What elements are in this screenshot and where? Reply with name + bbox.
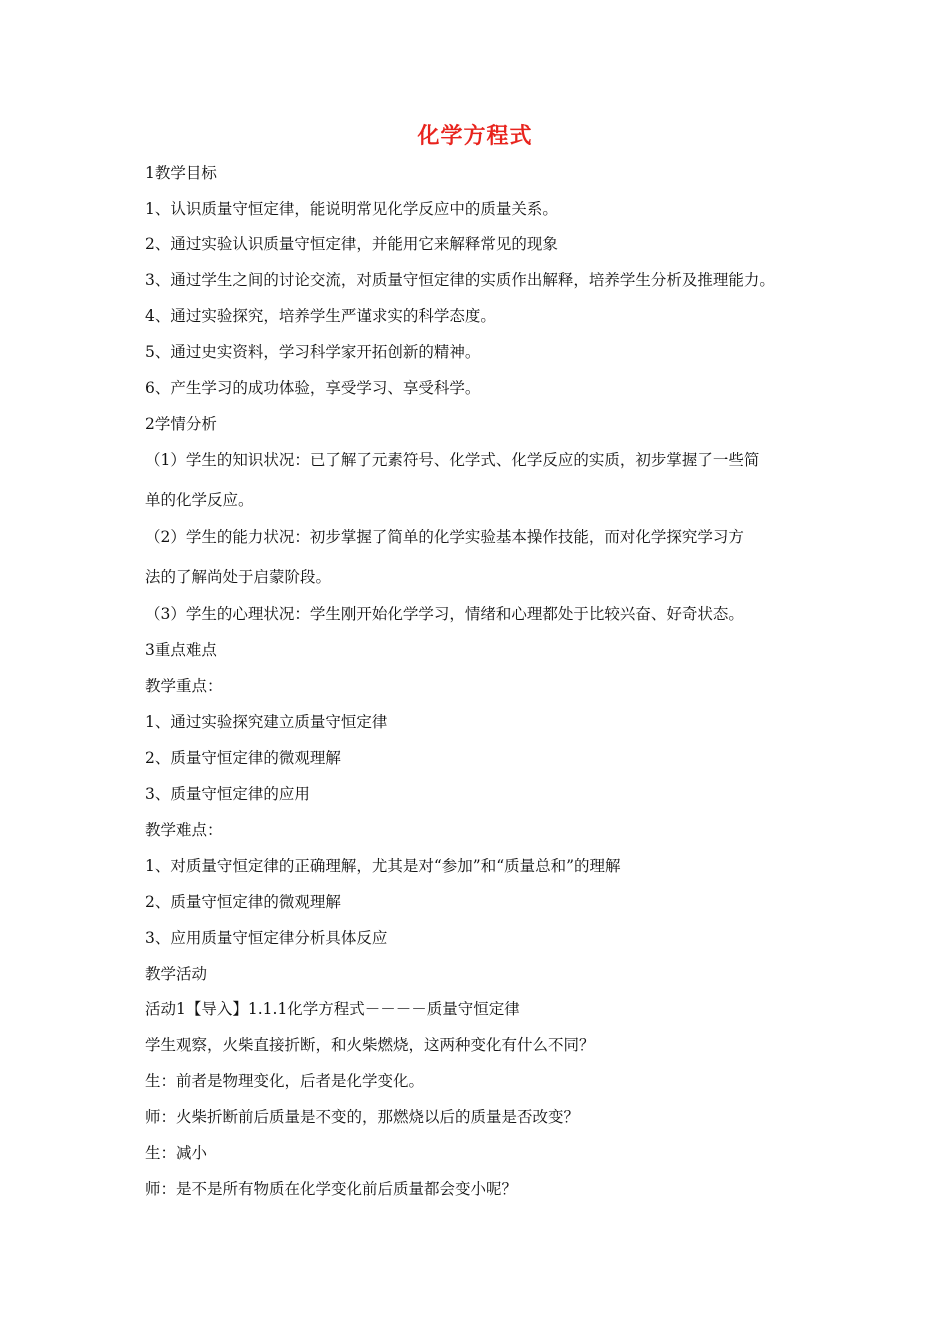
key-point-item: 3、质量守恒定律的应用 (145, 785, 310, 803)
analysis-paragraph: （3）学生的心理状况：学生刚开始化学学习，情绪和心理都处于比较兴奋、好奇状态。 (145, 605, 744, 623)
dialogue-line: 师：是不是所有物质在化学变化前后质量都会变小呢？ (145, 1180, 518, 1198)
analysis-paragraph-continued: 法的了解尚处于启蒙阶段。 (145, 568, 332, 586)
analysis-paragraph: （1）学生的知识状况：已了解了元素符号、化学式、化学反应的实质，初步掌握了一些简 (145, 451, 760, 469)
objective-item: 2、通过实验认识质量守恒定律，并能用它来解释常见的现象 (145, 235, 558, 253)
section-heading-analysis: 2学情分析 (145, 415, 217, 433)
dialogue-line: 生：前者是物理变化，后者是化学变化。 (145, 1072, 425, 1090)
subheading-difficulties: 教学难点： (145, 821, 223, 839)
objective-item: 6、产生学习的成功体验，享受学习、享受科学。 (145, 379, 481, 397)
analysis-paragraph: （2）学生的能力状况：初步掌握了简单的化学实验基本操作技能，而对化学探究学习方 (145, 528, 744, 546)
objective-item: 1、认识质量守恒定律，能说明常见化学反应中的质量关系。 (145, 200, 558, 218)
analysis-paragraph-continued: 单的化学反应。 (145, 491, 254, 509)
dialogue-line: 生：减小 (145, 1144, 208, 1162)
difficulty-item: 2、质量守恒定律的微观理解 (145, 893, 341, 911)
document-title: 化学方程式 (417, 124, 533, 149)
objective-item: 5、通过史实资料，学习科学家开拓创新的精神。 (145, 343, 481, 361)
activity-heading: 活动1【导入】1.1.1化学方程式－－－－质量守恒定律 (145, 1000, 520, 1018)
subheading-key-points: 教学重点： (145, 677, 223, 695)
dialogue-line: 学生观察，火柴直接折断，和火柴燃烧，这两种变化有什么不同？ (145, 1036, 595, 1054)
dialogue-line: 师：火柴折断前后质量是不变的，那燃烧以后的质量是否改变？ (145, 1108, 580, 1126)
difficulty-item: 1、对质量守恒定律的正确理解，尤其是对“参加”和“质量总和”的理解 (145, 857, 621, 875)
objective-item: 4、通过实验探究，培养学生严谨求实的科学态度。 (145, 307, 496, 325)
key-point-item: 2、质量守恒定律的微观理解 (145, 749, 341, 767)
section-heading-objectives: 1教学目标 (145, 164, 217, 182)
difficulty-item: 3、应用质量守恒定律分析具体反应 (145, 929, 388, 947)
objective-item: 3、通过学生之间的讨论交流，对质量守恒定律的实质作出解释，培养学生分析及推理能力。 (145, 271, 775, 289)
key-point-item: 1、通过实验探究建立质量守恒定律 (145, 713, 388, 731)
section-heading-key-points: 3重点难点 (145, 641, 217, 659)
section-heading-activities: 教学活动 (145, 965, 208, 983)
